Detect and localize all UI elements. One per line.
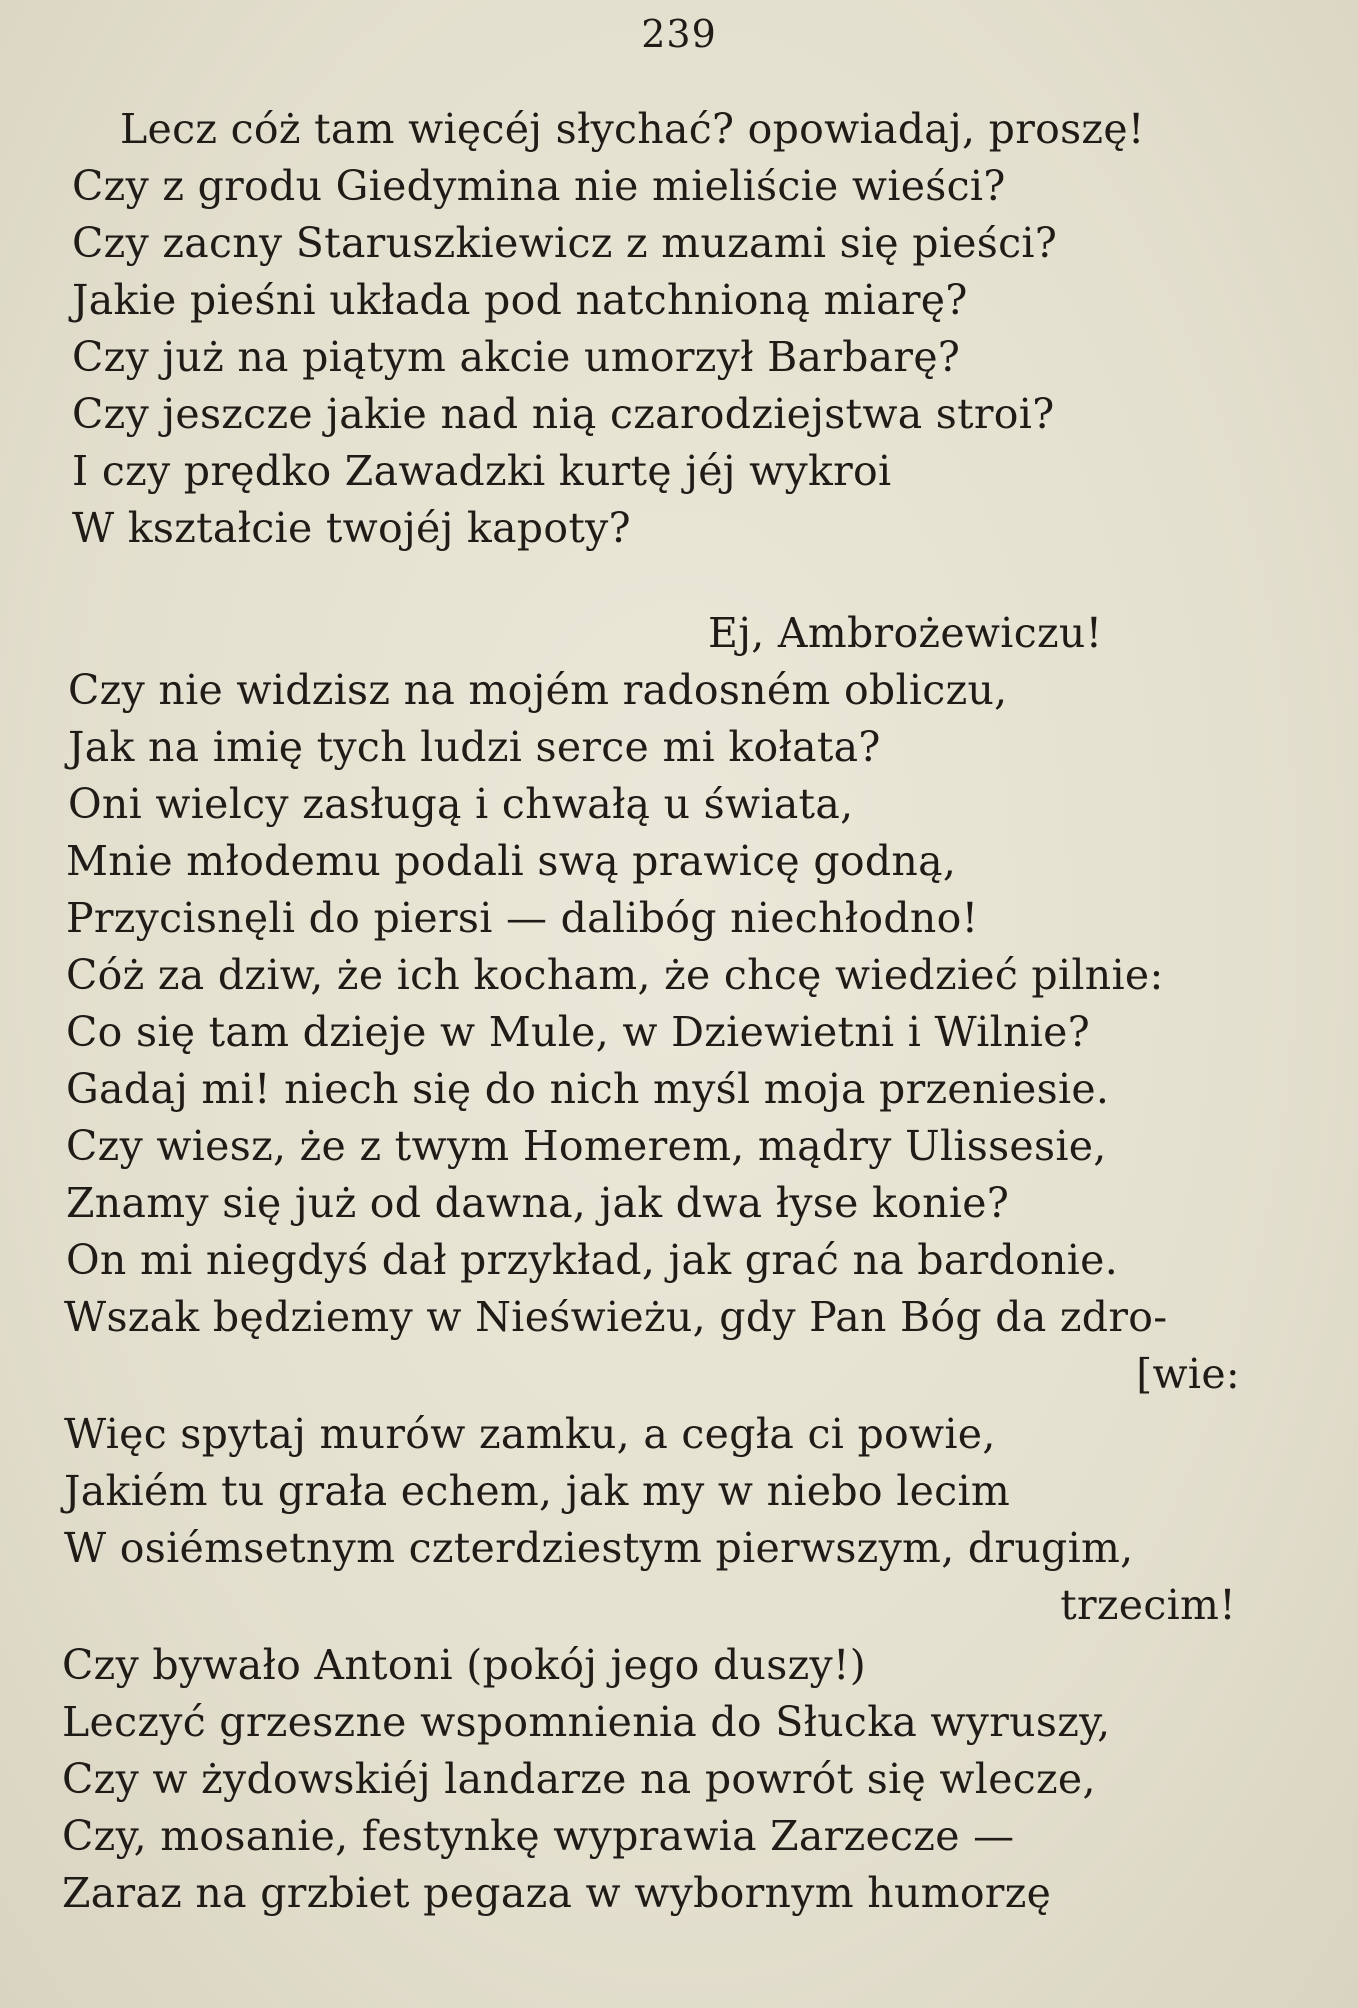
poem-line: Czy nie widzisz na mojém radosném obliczu, — [68, 666, 1008, 714]
poem-line: On mi niegdyś dał przykład, jak grać na bardonie. — [66, 1236, 1119, 1284]
poem-line: Co się tam dzieje w Mule, w Dziewietni i Wilnie? — [66, 1008, 1090, 1056]
poem-line: Mnie młodemu podali swą prawicę godną, — [66, 837, 957, 885]
poem-line-continuation: [wie: — [1136, 1350, 1240, 1398]
poem-line: Zaraz na grzbiet pegaza w wybornym humorzę — [62, 1869, 1052, 1917]
poem-line: Znamy się już od dawna, jak dwa łyse konie? — [66, 1179, 1010, 1227]
poem-line: W kształcie twojéj kapoty? — [72, 504, 631, 552]
poem-line: Jakie pieśni układa pod natchnioną miarę? — [72, 276, 968, 324]
poem-line: Wszak będziemy w Nieświeżu, gdy Pan Bóg da zdro- — [64, 1293, 1168, 1341]
poem-line: Gadaj mi! niech się do nich myśl moja przeniesie. — [66, 1065, 1110, 1113]
poem-line: Czy bywało Antoni (pokój jego duszy!) — [62, 1641, 867, 1689]
poem-line: Jak na imię tych ludzi serce mi kołata? — [68, 723, 881, 771]
poem-line: Więc spytaj murów zamku, a cegła ci powie, — [64, 1410, 996, 1458]
poem-line: Czy już na piątym akcie umorzył Barbarę? — [72, 333, 961, 381]
poem-line: Czy wiesz, że z twym Homerem, mądry Ulissesie, — [66, 1122, 1107, 1170]
poem-line-continuation: trzecim! — [1060, 1581, 1236, 1629]
poem-line: Czy w żydowskiéj landarze na powrót się wlecze, — [62, 1755, 1096, 1803]
page-number: 239 — [641, 12, 717, 56]
poem-line: Czy zacny Staruszkiewicz z muzami się pieści? — [72, 219, 1058, 267]
poem-line: Lecz cóż tam więcéj słychać? opowiadaj, proszę! — [120, 105, 1145, 153]
poem-line: Przycisnęli do piersi — dalibóg niechłodno! — [66, 894, 979, 942]
poem-line: Leczyć grzeszne wspomnienia do Słucka wyruszy, — [62, 1698, 1111, 1746]
poem-line: Czy, mosanie, festynkę wyprawia Zarzecze — — [62, 1812, 1015, 1860]
poem-line: Czy z grodu Giedymina nie mieliście wieści? — [72, 162, 1006, 210]
poem-line: W osiémsetnym czterdziestym pierwszym, drugim, — [64, 1524, 1134, 1572]
poem-line: Ej, Ambrożewiczu! — [708, 609, 1103, 657]
poem-line: I czy prędko Zawadzki kurtę jéj wykroi — [72, 447, 892, 495]
poem-line: Czy jeszcze jakie nad nią czarodziejstwa stroi? — [72, 390, 1055, 438]
poem-line: Oni wielcy zasługą i chwałą u świata, — [68, 780, 854, 828]
poem-line: Jakiém tu grała echem, jak my w niebo lecim — [64, 1467, 1011, 1515]
poem-line: Cóż za dziw, że ich kocham, że chcę wiedzieć pilnie: — [66, 951, 1164, 999]
